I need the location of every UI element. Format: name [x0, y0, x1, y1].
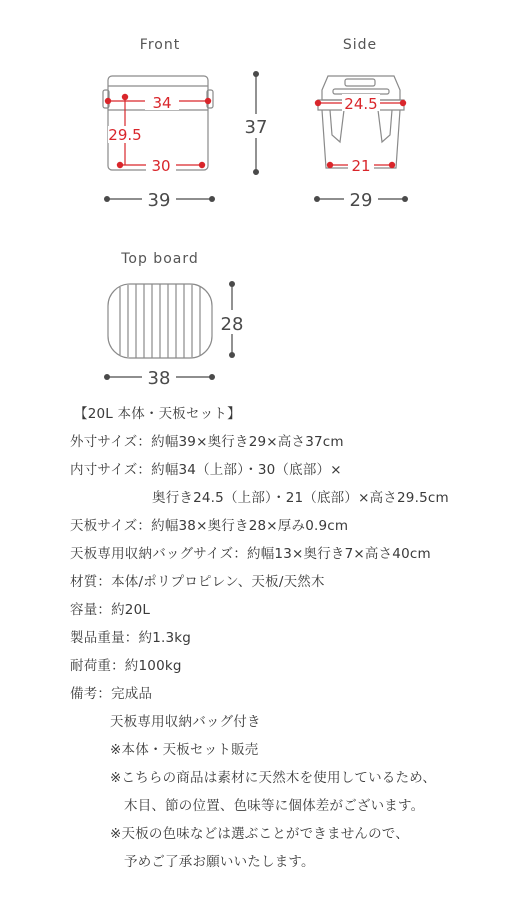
spec-note-4a: ※天板の色味などは選ぶことができませんので、: [110, 826, 409, 842]
svg-text:29: 29: [349, 190, 373, 211]
front-outer-width: [104, 189, 215, 211]
svg-text:37: 37: [244, 117, 268, 138]
svg-text:21: 21: [351, 157, 371, 175]
spec-weight: 製品重量：約1.3kg: [70, 630, 192, 646]
front-inner-height: [108, 94, 144, 165]
side-box-outline: [318, 76, 404, 168]
spec-note-4b: 予めご了承お願いいたします。: [124, 854, 315, 870]
side-title: Side: [342, 37, 378, 53]
spec-note-3b: 木目、節の位置、色味等に個体差がございます。: [124, 798, 425, 814]
spec-board-size: 天板サイズ：約幅38×奥行き28×厚み0.9cm: [70, 518, 349, 534]
svg-text:29.5: 29.5: [108, 126, 142, 144]
top-board-width: [104, 366, 215, 389]
svg-text:39: 39: [147, 190, 171, 211]
spec-note-3a: ※こちらの商品は素材に天然木を使用しているため、: [110, 770, 437, 786]
svg-text:28: 28: [220, 314, 244, 335]
spec-capacity: 容量：約20L: [70, 602, 151, 618]
spec-bag-size: 天板専用収納バッグサイズ：約幅13×奥行き7×高さ40cm: [70, 546, 431, 562]
svg-text:30: 30: [151, 157, 171, 175]
svg-text:24.5: 24.5: [344, 95, 378, 113]
front-height: [240, 71, 274, 175]
svg-text:38: 38: [147, 368, 171, 389]
spec-header: 【20L 本体・天板セット】: [74, 406, 241, 422]
side-inner-depth-bottom: [327, 156, 395, 175]
spec-material: 材質：本体/ポリプロピレン、天板/天然木: [70, 574, 325, 590]
spec-inner-size-1: 内寸サイズ：約幅34（上部）・30（底部）×: [70, 462, 342, 478]
front-title: Front: [139, 37, 181, 53]
top-board-depth: [216, 281, 250, 358]
top-board-outline: [108, 284, 212, 358]
spec-outer-size: 外寸サイズ：約幅39×奥行き29×高さ37cm: [70, 434, 344, 450]
front-inner-width-top: [105, 93, 211, 112]
front-inner-width-bottom: [117, 156, 205, 175]
spec-notes-label: 備考：完成品: [70, 686, 153, 702]
front-box-outline: [103, 76, 213, 170]
svg-text:34: 34: [152, 94, 172, 112]
spec-inner-size-2: 奥行き24.5（上部）・21（底部）×高さ29.5cm: [152, 490, 449, 506]
spec-load: 耐荷重：約100kg: [70, 658, 182, 674]
spec-note-1: 天板専用収納バッグ付き: [110, 714, 261, 730]
dimension-diagram: [0, 0, 525, 400]
side-outer-depth: [314, 189, 408, 211]
spec-note-2: ※本体・天板セット販売: [110, 742, 259, 758]
top-board-title: Top board: [121, 251, 199, 267]
